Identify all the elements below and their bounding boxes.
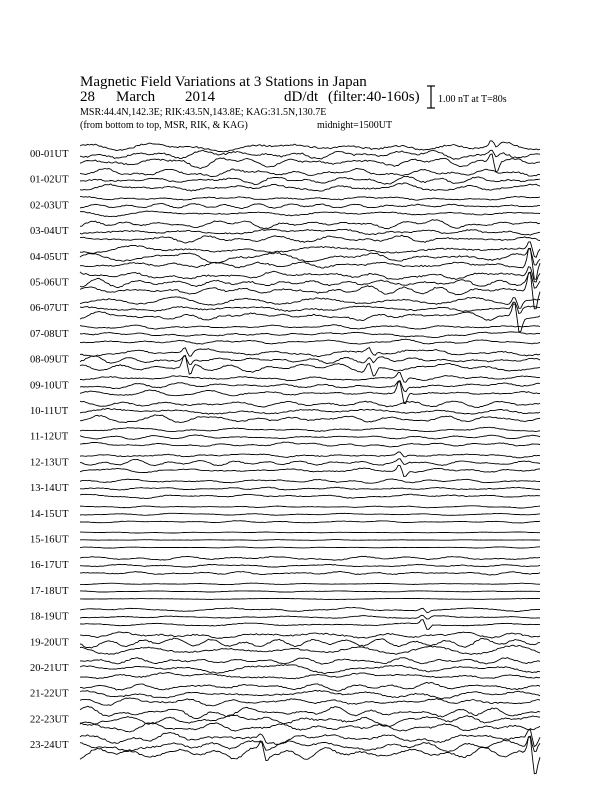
hour-label: 05-06UT [30,277,69,289]
trace-kag-18-19ut [80,607,540,612]
hour-label: 19-20UT [30,637,69,649]
scale-bar [427,86,507,108]
hour-label: 10-11UT [30,406,69,417]
trace-msr-01-02ut [80,183,540,191]
trace-rik-02-03ut [80,204,540,209]
hour-label: 06-07UT [30,303,69,315]
trace-msr-23-24ut [80,737,540,774]
trace-msr-12-13ut [80,465,540,476]
trace-msr-10-11ut [80,415,540,423]
trace-kag-07-08ut [80,325,540,329]
trace-kag-20-21ut [80,658,540,665]
hour-label: 12-13UT [30,457,69,469]
trace-msr-03-04ut [80,235,540,243]
trace-kag-14-15ut [80,506,540,508]
quantity-label: dD/dt [284,89,319,105]
trace-rik-14-15ut [80,513,540,515]
hour-label: 04-05UT [30,251,69,263]
trace-kag-01-02ut [80,169,540,177]
trace-rik-01-02ut [80,176,540,184]
trace-kag-02-03ut [80,196,540,200]
hour-label: 18-19UT [30,611,69,623]
hour-label: 23-24UT [30,740,69,752]
trace-rik-07-08ut [80,332,540,338]
scale-label: 1.00 nT at T=80s [438,94,507,105]
trace-msr-14-15ut [80,521,540,523]
trace-msr-15-16ut [80,547,540,548]
trace-msr-07-08ut [80,339,540,344]
trace-rik-10-11ut [80,409,540,415]
trace-kag-09-10ut [80,373,540,383]
trace-msr-20-21ut [80,673,540,679]
trace-rik-13-14ut [80,487,540,490]
trace-msr-17-18ut [80,598,540,599]
trace-kag-00-01ut [80,141,540,152]
hour-label: 13-14UT [30,483,69,495]
trace-kag-10-11ut [80,401,540,407]
date-year: 2014 [185,89,215,105]
trace-kag-12-13ut [80,452,540,458]
hour-label: 14-15UT [30,508,69,520]
hour-label: 09-10UT [30,380,69,392]
trace-kag-19-20ut [80,632,540,638]
station-order-note: (from bottom to top, MSR, RIK, & KAG) [80,120,248,131]
date-day: 28 [80,89,95,105]
trace-kag-08-09ut [80,348,540,357]
filter-label: (filter:40-160s) [328,89,420,105]
trace-rik-23-24ut [80,736,540,752]
trace-rik-12-13ut [80,459,540,466]
trace-msr-05-06ut [80,272,540,309]
hour-label: 07-08UT [30,328,69,340]
trace-kag-06-07ut [80,297,540,309]
hour-label: 22-23UT [30,714,69,726]
trace-rik-00-01ut [80,150,540,159]
station-coordinates: MSR:44.4N,142.3E; RIK:43.5N,143.8E; KAG:31.5N,130.7E [80,107,327,118]
trace-kag-03-04ut [80,220,540,229]
trace-msr-13-14ut [80,494,540,498]
trace-msr-18-19ut [80,620,540,630]
trace-msr-21-22ut [80,698,540,706]
trace-rik-03-04ut [80,229,540,235]
trace-rik-21-22ut [80,690,540,699]
midnight-note: midnight=1500UT [317,120,393,131]
hour-label: 11-12UT [30,431,69,443]
chart-title: Magnetic Field Variations at 3 Stations in Japan [80,74,367,90]
trace-rik-19-20ut [80,638,540,648]
trace-kag-05-06ut [80,267,540,282]
trace-rik-18-19ut [80,615,540,619]
trace-kag-11-12ut [80,427,540,431]
trace-rik-08-09ut [80,356,540,365]
trace-rik-11-12ut [80,435,540,439]
trace-msr-16-17ut [80,572,540,576]
trace-rik-15-16ut [80,540,540,541]
trace-kag-21-22ut [80,682,540,691]
hour-label-group [30,149,69,751]
trace-msr-11-12ut [80,442,540,447]
trace-msr-19-20ut [80,645,540,654]
trace-group [80,141,540,774]
trace-kag-13-14ut [80,479,540,483]
hour-label: 15-16UT [30,534,69,546]
hour-label: 01-02UT [30,174,69,186]
trace-kag-15-16ut [80,532,540,533]
trace-msr-02-03ut [80,211,540,217]
trace-msr-09-10ut [80,382,540,404]
hour-label: 21-22UT [30,688,69,700]
trace-kag-04-05ut [80,242,540,257]
hour-label: 08-09UT [30,354,69,366]
chart-header [80,74,420,131]
date-month: March [116,89,156,105]
trace-rik-06-07ut [80,302,540,313]
hour-label: 20-21UT [30,663,69,674]
hour-label: 17-18UT [30,585,69,597]
hour-label: 00-01UT [30,149,69,160]
trace-kag-16-17ut [80,556,540,560]
trace-msr-22-23ut [80,722,540,732]
trace-rik-20-21ut [80,665,540,674]
trace-rik-22-23ut [80,715,540,726]
hour-label: 02-03UT [30,200,69,212]
trace-rik-17-18ut [80,591,540,592]
trace-kag-17-18ut [80,583,540,585]
trace-rik-04-05ut [80,249,540,265]
hour-label: 16-17UT [30,560,69,572]
hour-label: 03-04UT [30,226,69,238]
trace-msr-00-01ut [80,154,540,172]
trace-rik-16-17ut [80,564,540,567]
